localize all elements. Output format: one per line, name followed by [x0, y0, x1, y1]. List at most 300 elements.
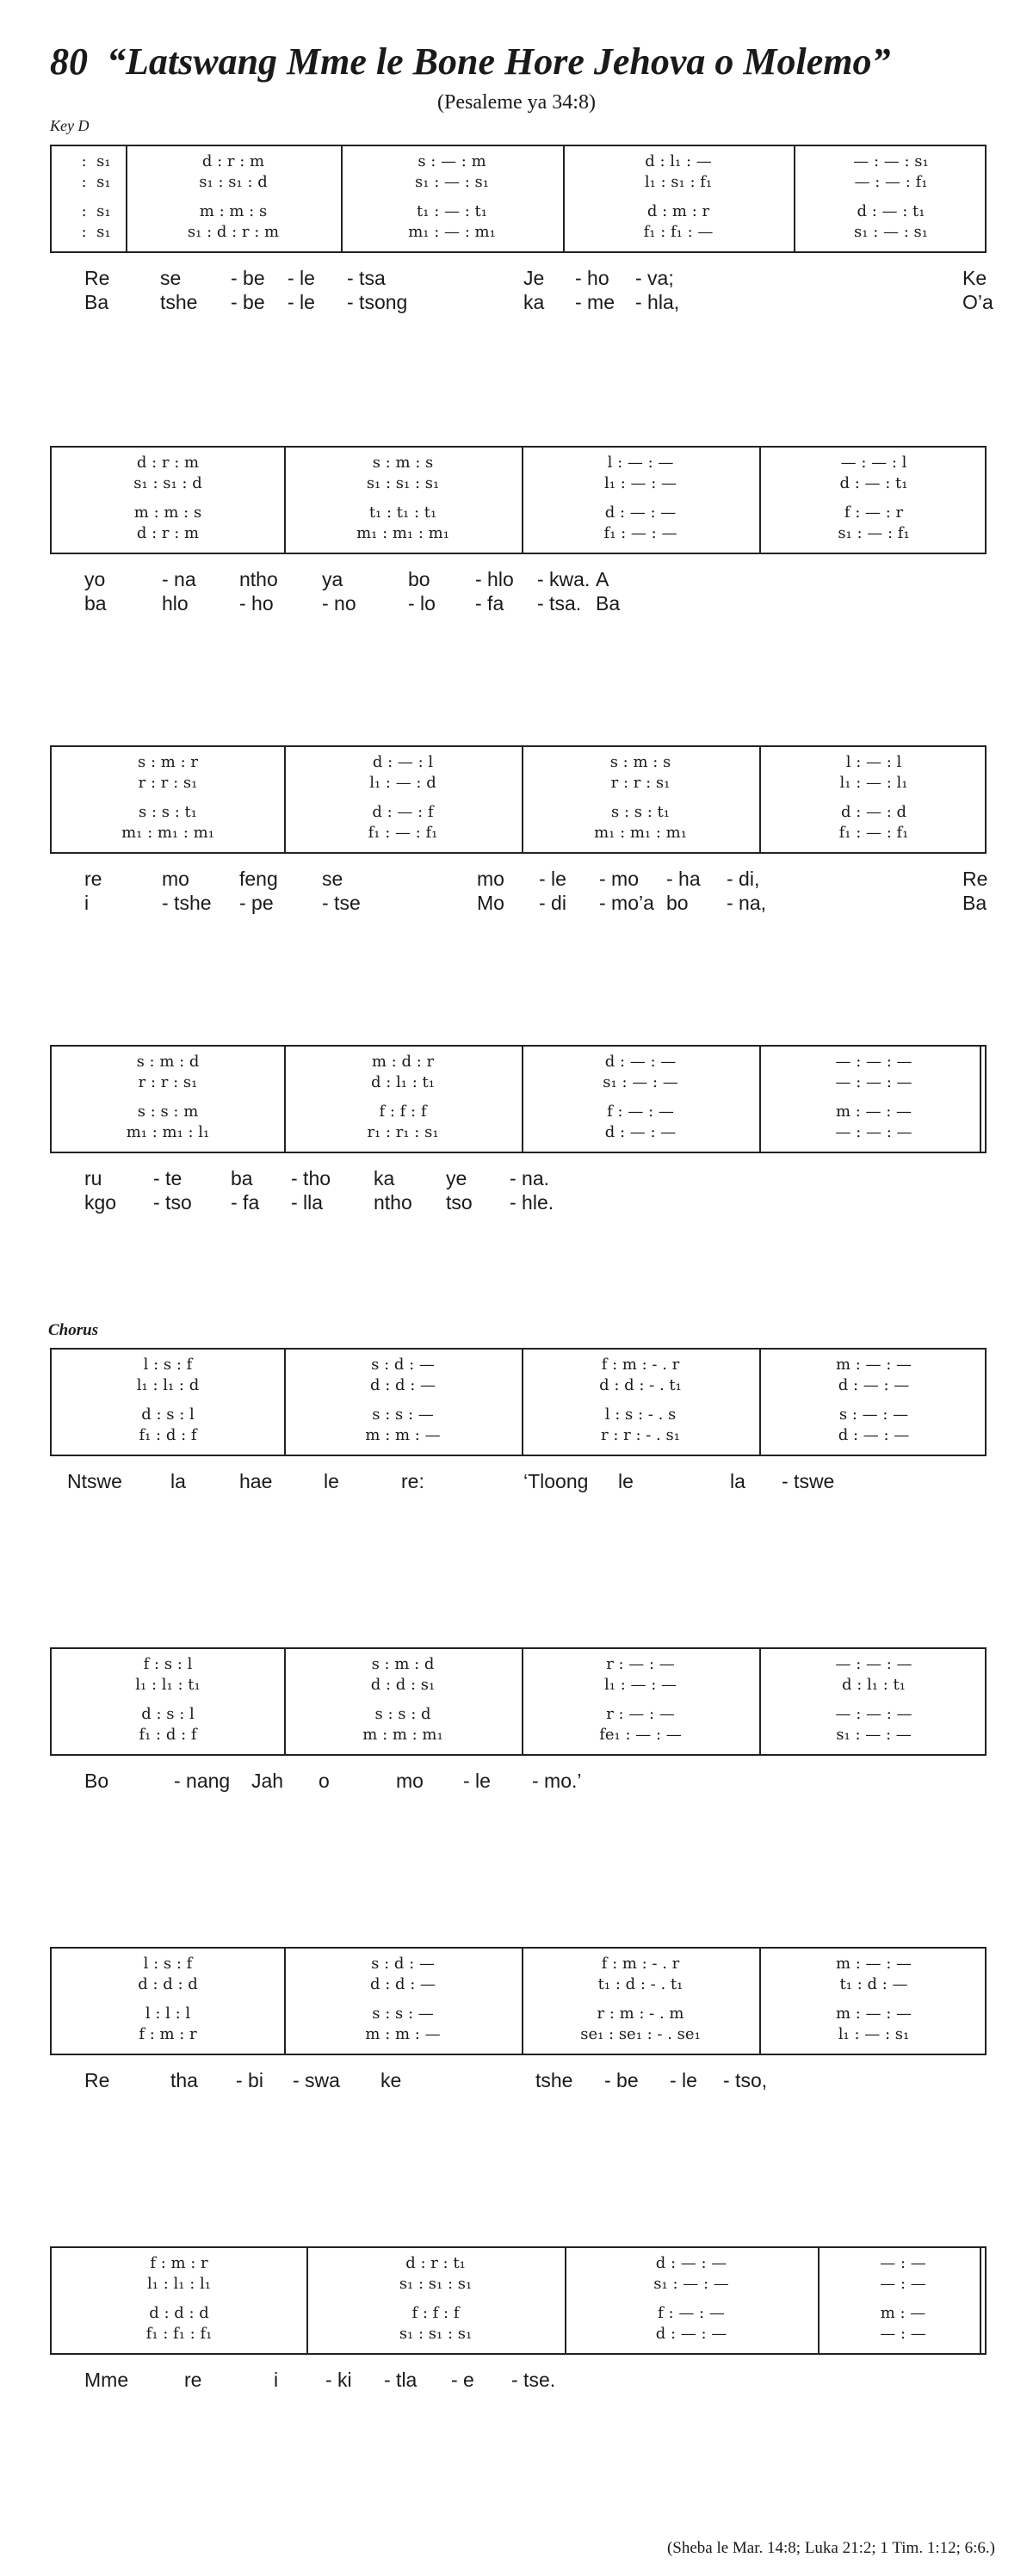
measure-notes	[570, 2303, 813, 2322]
solfa-notes: s₁ : s₁ : s₁	[399, 2324, 473, 2343]
measure-notes	[764, 2024, 983, 2043]
measure-notes	[527, 453, 754, 472]
voice-part-row	[52, 473, 985, 492]
measure-notes	[57, 823, 279, 842]
solfa-notes: d : r : m	[136, 523, 200, 542]
measure-notes	[57, 473, 279, 492]
measure-notes	[289, 1102, 516, 1121]
lyric-line	[67, 267, 987, 291]
solfa-notes: s₁ : — : f₁	[838, 523, 910, 542]
solfa-notes: f₁ : — : f₁	[368, 823, 438, 842]
lyric-syllable: - le	[670, 2069, 697, 2091]
notation-staff	[50, 1947, 987, 2055]
voice-part-row	[52, 1974, 985, 1993]
measure-notes	[289, 503, 516, 522]
measure-notes	[289, 1122, 516, 1141]
lyric-syllable: Je	[523, 267, 545, 289]
voice-part-row	[52, 1704, 985, 1723]
solfa-notes: s : d : —	[371, 1355, 435, 1374]
solfa-notes: d : l₁ : t₁	[842, 1675, 906, 1694]
measure-notes	[57, 1425, 279, 1444]
solfa-notes: r : — : —	[606, 1654, 675, 1673]
measure-notes	[527, 1675, 754, 1694]
solfa-notes: d : l₁ : —	[645, 151, 712, 170]
lyric-syllable: mo	[162, 868, 189, 890]
voice-part-row	[52, 453, 985, 472]
lyric-syllable: hlo	[162, 592, 189, 615]
solfa-notes: s₁ : s₁ : d	[133, 473, 202, 492]
lyric-syllable: o	[319, 1770, 330, 1792]
lyric-syllable: - bi	[236, 2069, 263, 2091]
voice-part-row	[52, 151, 985, 170]
lyric-line	[67, 892, 987, 916]
measure-notes	[289, 1425, 516, 1444]
measure-notes	[764, 1072, 983, 1091]
measure-notes	[289, 1725, 516, 1744]
solfa-notes: d : s : l	[141, 1704, 195, 1723]
solfa-notes: : s₁	[66, 222, 111, 241]
measure-notes	[799, 151, 983, 170]
solfa-notes: d : — : —	[655, 2324, 727, 2343]
voice-part-row	[52, 1725, 985, 1744]
solfa-notes: s₁ : d : r : m	[187, 222, 280, 241]
measure-notes	[527, 773, 754, 792]
measure-notes	[57, 2253, 301, 2272]
measure-notes	[764, 1725, 983, 1744]
solfa-notes: r : r : s₁	[138, 773, 198, 792]
lyric-line	[67, 1167, 987, 1191]
lyric-syllable: - no	[322, 592, 356, 615]
measure-notes	[312, 2324, 560, 2343]
measure-notes	[823, 2253, 983, 2272]
measure-notes	[57, 222, 121, 241]
notation-staff	[50, 745, 987, 854]
solfa-notes: m : — : —	[835, 1355, 912, 1374]
hymn-number: 80	[50, 40, 88, 83]
lyric-syllable: Mo	[477, 892, 504, 914]
measure-notes	[57, 802, 279, 821]
lyric-syllable: feng	[239, 868, 278, 890]
measure-notes	[764, 473, 983, 492]
measure-notes	[764, 1425, 983, 1444]
lyric-syllable: tshe	[535, 2069, 573, 2091]
measure-notes	[527, 1974, 754, 1993]
solfa-notes: f : — : —	[607, 1102, 674, 1121]
measure-notes	[527, 503, 754, 522]
measure-notes	[57, 172, 121, 191]
measure-notes	[527, 2004, 754, 2023]
solfa-notes: f : m : - . r	[601, 1954, 680, 1973]
lyric-syllable: ye	[446, 1167, 467, 1189]
lyric-syllable: - tse.	[511, 2369, 556, 2391]
measure-notes	[527, 2024, 754, 2043]
lyric-syllable: mo	[396, 1770, 424, 1792]
measure-notes	[289, 1375, 516, 1394]
measure-notes	[527, 802, 754, 821]
measure-notes	[131, 172, 336, 191]
lyric-syllable: kgo	[84, 1191, 117, 1214]
measure-notes	[527, 1405, 754, 1424]
measure-notes	[57, 151, 121, 170]
key-signature: Key D	[50, 117, 90, 134]
solfa-notes: s : — : m	[418, 151, 486, 170]
solfa-notes: f : s : l	[143, 1654, 193, 1673]
solfa-notes: m : m : s	[199, 201, 268, 220]
solfa-notes: r₁ : r₁ : s₁	[367, 1122, 439, 1141]
measure-notes	[57, 523, 279, 542]
solfa-notes: d : — : —	[655, 2253, 727, 2272]
measure-notes	[570, 2253, 813, 2272]
lyric-syllable: le	[324, 1470, 339, 1492]
solfa-notes: s : m : s	[609, 752, 671, 771]
lyric-syllable: - be	[231, 291, 265, 313]
solfa-notes: r : — : —	[606, 1704, 675, 1723]
measure-notes	[57, 1954, 279, 1973]
solfa-notes: s₁ : — : —	[603, 1072, 678, 1091]
solfa-notes: t₁ : t₁ : t₁	[368, 503, 437, 522]
lyric-syllable: hae	[239, 1470, 273, 1492]
measure-notes	[289, 773, 516, 792]
lyric-syllable: Re	[84, 267, 110, 289]
measure-notes	[568, 151, 789, 170]
solfa-notes: l : — : l	[845, 752, 902, 771]
solfa-notes: l₁ : s₁ : f₁	[644, 172, 713, 191]
measure-notes	[527, 523, 754, 542]
lyric-syllable: - hlo	[475, 568, 514, 590]
lyric-syllable: - te	[153, 1167, 182, 1189]
lyric-syllable: Re	[84, 2069, 110, 2091]
lyric-syllable: - kwa.	[537, 568, 591, 590]
measure-notes	[289, 1355, 516, 1374]
solfa-notes: — : — : l	[840, 453, 907, 472]
solfa-notes: m₁ : m₁ : m₁	[594, 823, 687, 842]
measure-notes	[57, 1102, 279, 1121]
solfa-notes: d : r : m	[201, 151, 265, 170]
measure-notes	[289, 1072, 516, 1091]
solfa-notes: m : m : —	[365, 2024, 441, 2043]
measure-notes	[527, 473, 754, 492]
measure-notes	[57, 2004, 279, 2023]
solfa-notes: l : — : —	[607, 453, 674, 472]
measure-notes	[527, 1072, 754, 1091]
measure-notes	[568, 172, 789, 191]
solfa-notes: l₁ : l₁ : l₁	[147, 2274, 211, 2293]
solfa-notes: s : m : r	[138, 752, 198, 771]
solfa-notes: f₁ : — : f₁	[838, 823, 909, 842]
solfa-notes: f₁ : d : f	[139, 1425, 197, 1444]
voice-part-row	[52, 1355, 985, 1374]
lyric-syllable: la	[730, 1470, 745, 1492]
voice-part-row	[52, 503, 985, 522]
solfa-notes: — : — : —	[835, 1654, 912, 1673]
lyric-syllable: re:	[401, 1470, 424, 1492]
lyric-syllable: - di	[539, 892, 566, 914]
measure-notes	[764, 1375, 983, 1394]
notation-staff	[50, 1348, 987, 1456]
measure-notes	[289, 823, 516, 842]
lyric-syllable: i	[84, 892, 90, 914]
lyric-syllable: - na	[162, 568, 196, 590]
lyric-syllable: i	[274, 2369, 279, 2391]
solfa-notes: r : r : s₁	[610, 773, 671, 792]
lyric-syllable: ke	[380, 2069, 402, 2091]
lyric-syllable: - lla	[291, 1191, 324, 1214]
lyric-syllable: bo	[408, 568, 430, 590]
lyric-syllable: - mo	[599, 868, 639, 890]
lyric-syllable: se	[322, 868, 343, 890]
solfa-notes: f₁ : d : f	[139, 1725, 197, 1744]
measure-notes	[764, 523, 983, 542]
measure-notes	[346, 151, 558, 170]
voice-part-row	[52, 773, 985, 792]
solfa-notes: f : m : r	[150, 2253, 208, 2272]
solfa-notes: s₁ : s₁ : s₁	[366, 473, 440, 492]
music-system-1	[50, 145, 993, 313]
notation-staff	[50, 145, 987, 253]
measure-notes	[764, 1122, 983, 1141]
measure-notes	[764, 453, 983, 472]
solfa-notes: d : — : l	[372, 752, 434, 771]
music-system-3	[50, 745, 988, 914]
lyric-syllable: - hla,	[635, 291, 680, 313]
measure-notes	[289, 1654, 516, 1673]
solfa-notes: — : —	[880, 2324, 926, 2343]
measure-notes	[346, 201, 558, 220]
voice-part-row	[52, 1375, 985, 1394]
measure-notes	[799, 201, 983, 220]
measure-notes	[527, 823, 754, 842]
scripture-subtitle: (Pesaleme ya 34:8)	[437, 91, 596, 114]
lyric-syllable: - va;	[635, 267, 674, 289]
hymn-title	[50, 40, 891, 83]
solfa-notes: m₁ : m₁ : l₁	[126, 1122, 210, 1141]
solfa-notes: l₁ : — : s₁	[838, 2024, 910, 2043]
measure-notes	[799, 222, 983, 241]
lyric-syllable: - tswe	[782, 1470, 835, 1492]
measure-notes	[289, 1052, 516, 1071]
measure-notes	[57, 752, 279, 771]
solfa-notes: d : — : t₁	[839, 473, 908, 492]
lyric-syllable: - nang	[174, 1770, 231, 1792]
solfa-notes: se₁ : se₁ : - . se₁	[580, 2024, 701, 2043]
solfa-notes: d : — : f	[372, 802, 434, 821]
measure-notes	[764, 1405, 983, 1424]
lyric-syllable: - ho	[575, 267, 609, 289]
measure-notes	[57, 1725, 279, 1744]
lyric-syllable: - fa	[231, 1191, 260, 1214]
solfa-notes: — : — : —	[835, 1122, 912, 1141]
solfa-notes: d : r : m	[136, 453, 200, 472]
lyric-syllable: - na,	[727, 892, 767, 914]
measure-notes	[764, 1704, 983, 1723]
solfa-notes: d : — : —	[838, 1425, 910, 1444]
solfa-notes: l₁ : — : l₁	[839, 773, 908, 792]
solfa-notes: m₁ : m₁ : m₁	[356, 523, 449, 542]
measure-notes	[289, 1675, 516, 1694]
voice-part-row	[52, 752, 985, 771]
measure-notes	[57, 1704, 279, 1723]
measure-notes	[823, 2324, 983, 2343]
lyric-syllable: tha	[170, 2069, 198, 2091]
lyric-syllable: Ba	[962, 892, 987, 914]
lyric-syllable: ntho	[239, 568, 278, 590]
solfa-notes: d : — : —	[604, 503, 677, 522]
measure-notes	[764, 773, 983, 792]
lyric-syllable: bo	[666, 892, 689, 914]
solfa-notes: t₁ : — : t₁	[417, 201, 487, 220]
notation-staff	[50, 1647, 987, 1756]
solfa-notes: f : f : f	[379, 1102, 427, 1121]
measure-notes	[764, 802, 983, 821]
solfa-notes: m₁ : — : m₁	[408, 222, 496, 241]
measure-notes	[568, 201, 789, 220]
solfa-notes: m : — : —	[835, 1954, 912, 1973]
measure-notes	[764, 1954, 983, 1973]
solfa-notes: m : — : —	[835, 1102, 912, 1121]
solfa-notes: m : —	[880, 2303, 926, 2322]
voice-part-row	[52, 1072, 985, 1091]
lyric-syllable: ntho	[374, 1191, 412, 1214]
lyric-syllable: A	[596, 568, 609, 590]
chorus-label: Chorus	[48, 1321, 99, 1339]
solfa-notes: s : s : d	[374, 1704, 431, 1723]
lyric-syllable: Jah	[251, 1770, 284, 1792]
voice-part-row	[52, 1675, 985, 1694]
voice-part-row	[52, 201, 985, 220]
solfa-notes: f₁ : — : —	[603, 523, 677, 542]
measure-notes	[527, 1704, 754, 1723]
solfa-notes: l₁ : — : —	[604, 1675, 677, 1694]
measure-notes	[289, 2004, 516, 2023]
music-system-8	[50, 2246, 987, 2391]
lyric-syllable: - tla	[384, 2369, 418, 2391]
solfa-notes: s : s : m	[137, 1102, 199, 1121]
measure-notes	[527, 1654, 754, 1673]
measure-notes	[289, 802, 516, 821]
lyric-syllable: - be	[231, 267, 265, 289]
voice-part-row	[52, 1425, 985, 1444]
measure-notes	[823, 2303, 983, 2322]
measure-notes	[346, 172, 558, 191]
solfa-notes: s₁ : — : —	[836, 1725, 912, 1744]
lyric-syllable: - be	[604, 2069, 639, 2091]
lyric-syllable: - ha	[666, 868, 701, 890]
voice-part-row	[52, 802, 985, 821]
solfa-notes: f : — : r	[844, 503, 904, 522]
lyric-syllable: re	[184, 2369, 202, 2391]
lyric-syllable: - le	[539, 868, 566, 890]
lyric-syllable: tso	[446, 1191, 473, 1214]
measure-notes	[131, 201, 336, 220]
solfa-notes: d : d : d	[149, 2303, 209, 2322]
solfa-notes: — : —	[880, 2253, 926, 2272]
measure-notes	[289, 1974, 516, 1993]
measure-notes	[527, 752, 754, 771]
voice-part-row	[52, 2274, 985, 2293]
solfa-notes: f : m : r	[139, 2024, 197, 2043]
solfa-notes: d : — : —	[604, 1122, 677, 1141]
lyric-syllable: - tso,	[723, 2069, 768, 2091]
measure-notes	[289, 523, 516, 542]
lyric-syllable: ba	[84, 592, 107, 615]
solfa-notes: — : — : f₁	[854, 172, 928, 191]
lyric-syllable: - le	[288, 291, 315, 313]
lyric-syllable: - tso	[153, 1191, 192, 1214]
voice-part-row	[52, 1122, 985, 1141]
lyric-syllable: tshe	[160, 291, 198, 313]
solfa-notes: l₁ : l₁ : d	[136, 1375, 200, 1394]
solfa-notes: d : r : t₁	[405, 2253, 466, 2272]
lyric-line	[67, 568, 987, 592]
lyric-syllable: - pe	[239, 892, 274, 914]
measure-notes	[764, 1675, 983, 1694]
lyric-syllable: ka	[523, 291, 545, 313]
measure-notes	[57, 2324, 301, 2343]
voice-part-row	[52, 1102, 985, 1121]
solfa-notes: r : r : s₁	[138, 1072, 198, 1091]
lyric-syllable: ya	[322, 568, 343, 590]
measure-notes	[289, 1405, 516, 1424]
lyric-syllable: ba	[231, 1167, 253, 1189]
solfa-notes: f : m : - . r	[601, 1355, 680, 1374]
measure-notes	[312, 2274, 560, 2293]
measure-notes	[764, 752, 983, 771]
measure-notes	[57, 1405, 279, 1424]
solfa-notes: s : s : t₁	[611, 802, 670, 821]
lyric-syllable: - mo.’	[532, 1770, 582, 1792]
solfa-notes: s₁ : s₁ : d	[199, 172, 268, 191]
lyric-syllable: Ntswe	[67, 1470, 122, 1492]
solfa-notes: d : — : t₁	[857, 201, 925, 220]
solfa-notes: s : s : t₁	[139, 802, 197, 821]
solfa-notes: d : d : s₁	[370, 1675, 436, 1694]
measure-notes	[57, 453, 279, 472]
measure-notes	[57, 773, 279, 792]
measure-notes	[57, 2303, 301, 2322]
lyric-syllable: Mme	[84, 2369, 129, 2391]
solfa-notes: d : m : r	[646, 201, 710, 220]
lyric-syllable: le	[618, 1470, 634, 1492]
lyric-syllable: - e	[451, 2369, 474, 2391]
measure-notes	[799, 172, 983, 191]
solfa-notes: l : s : f	[143, 1355, 193, 1374]
music-system-6	[50, 1647, 987, 1792]
solfa-notes: : s₁	[66, 151, 111, 170]
lyric-syllable: - swa	[293, 2069, 340, 2091]
solfa-notes: fe₁ : — : —	[599, 1725, 682, 1744]
solfa-notes: s : d : —	[371, 1954, 435, 1973]
measure-notes	[764, 2004, 983, 2023]
solfa-notes: t₁ : d : - . t₁	[597, 1974, 684, 1993]
solfa-notes: d : — : —	[838, 1375, 910, 1394]
lyric-syllable: re	[84, 868, 102, 890]
measure-notes	[527, 1954, 754, 1973]
solfa-notes: l : s : f	[143, 1954, 193, 1973]
measure-notes	[57, 503, 279, 522]
solfa-notes: l₁ : — : d	[369, 773, 436, 792]
solfa-notes: f : — : —	[658, 2303, 725, 2322]
measure-notes	[289, 752, 516, 771]
lyric-syllable: Ba	[596, 592, 621, 615]
lyric-line	[67, 592, 987, 616]
lyric-syllable: - ho	[239, 592, 274, 615]
lyric-syllable: - fa	[475, 592, 504, 615]
solfa-notes: d : d : —	[369, 1974, 436, 1993]
voice-part-row	[52, 2253, 985, 2272]
lyric-syllable: yo	[84, 568, 106, 590]
solfa-notes: s₁ : s₁ : s₁	[399, 2274, 473, 2293]
solfa-notes: — : — : s₁	[853, 151, 929, 170]
